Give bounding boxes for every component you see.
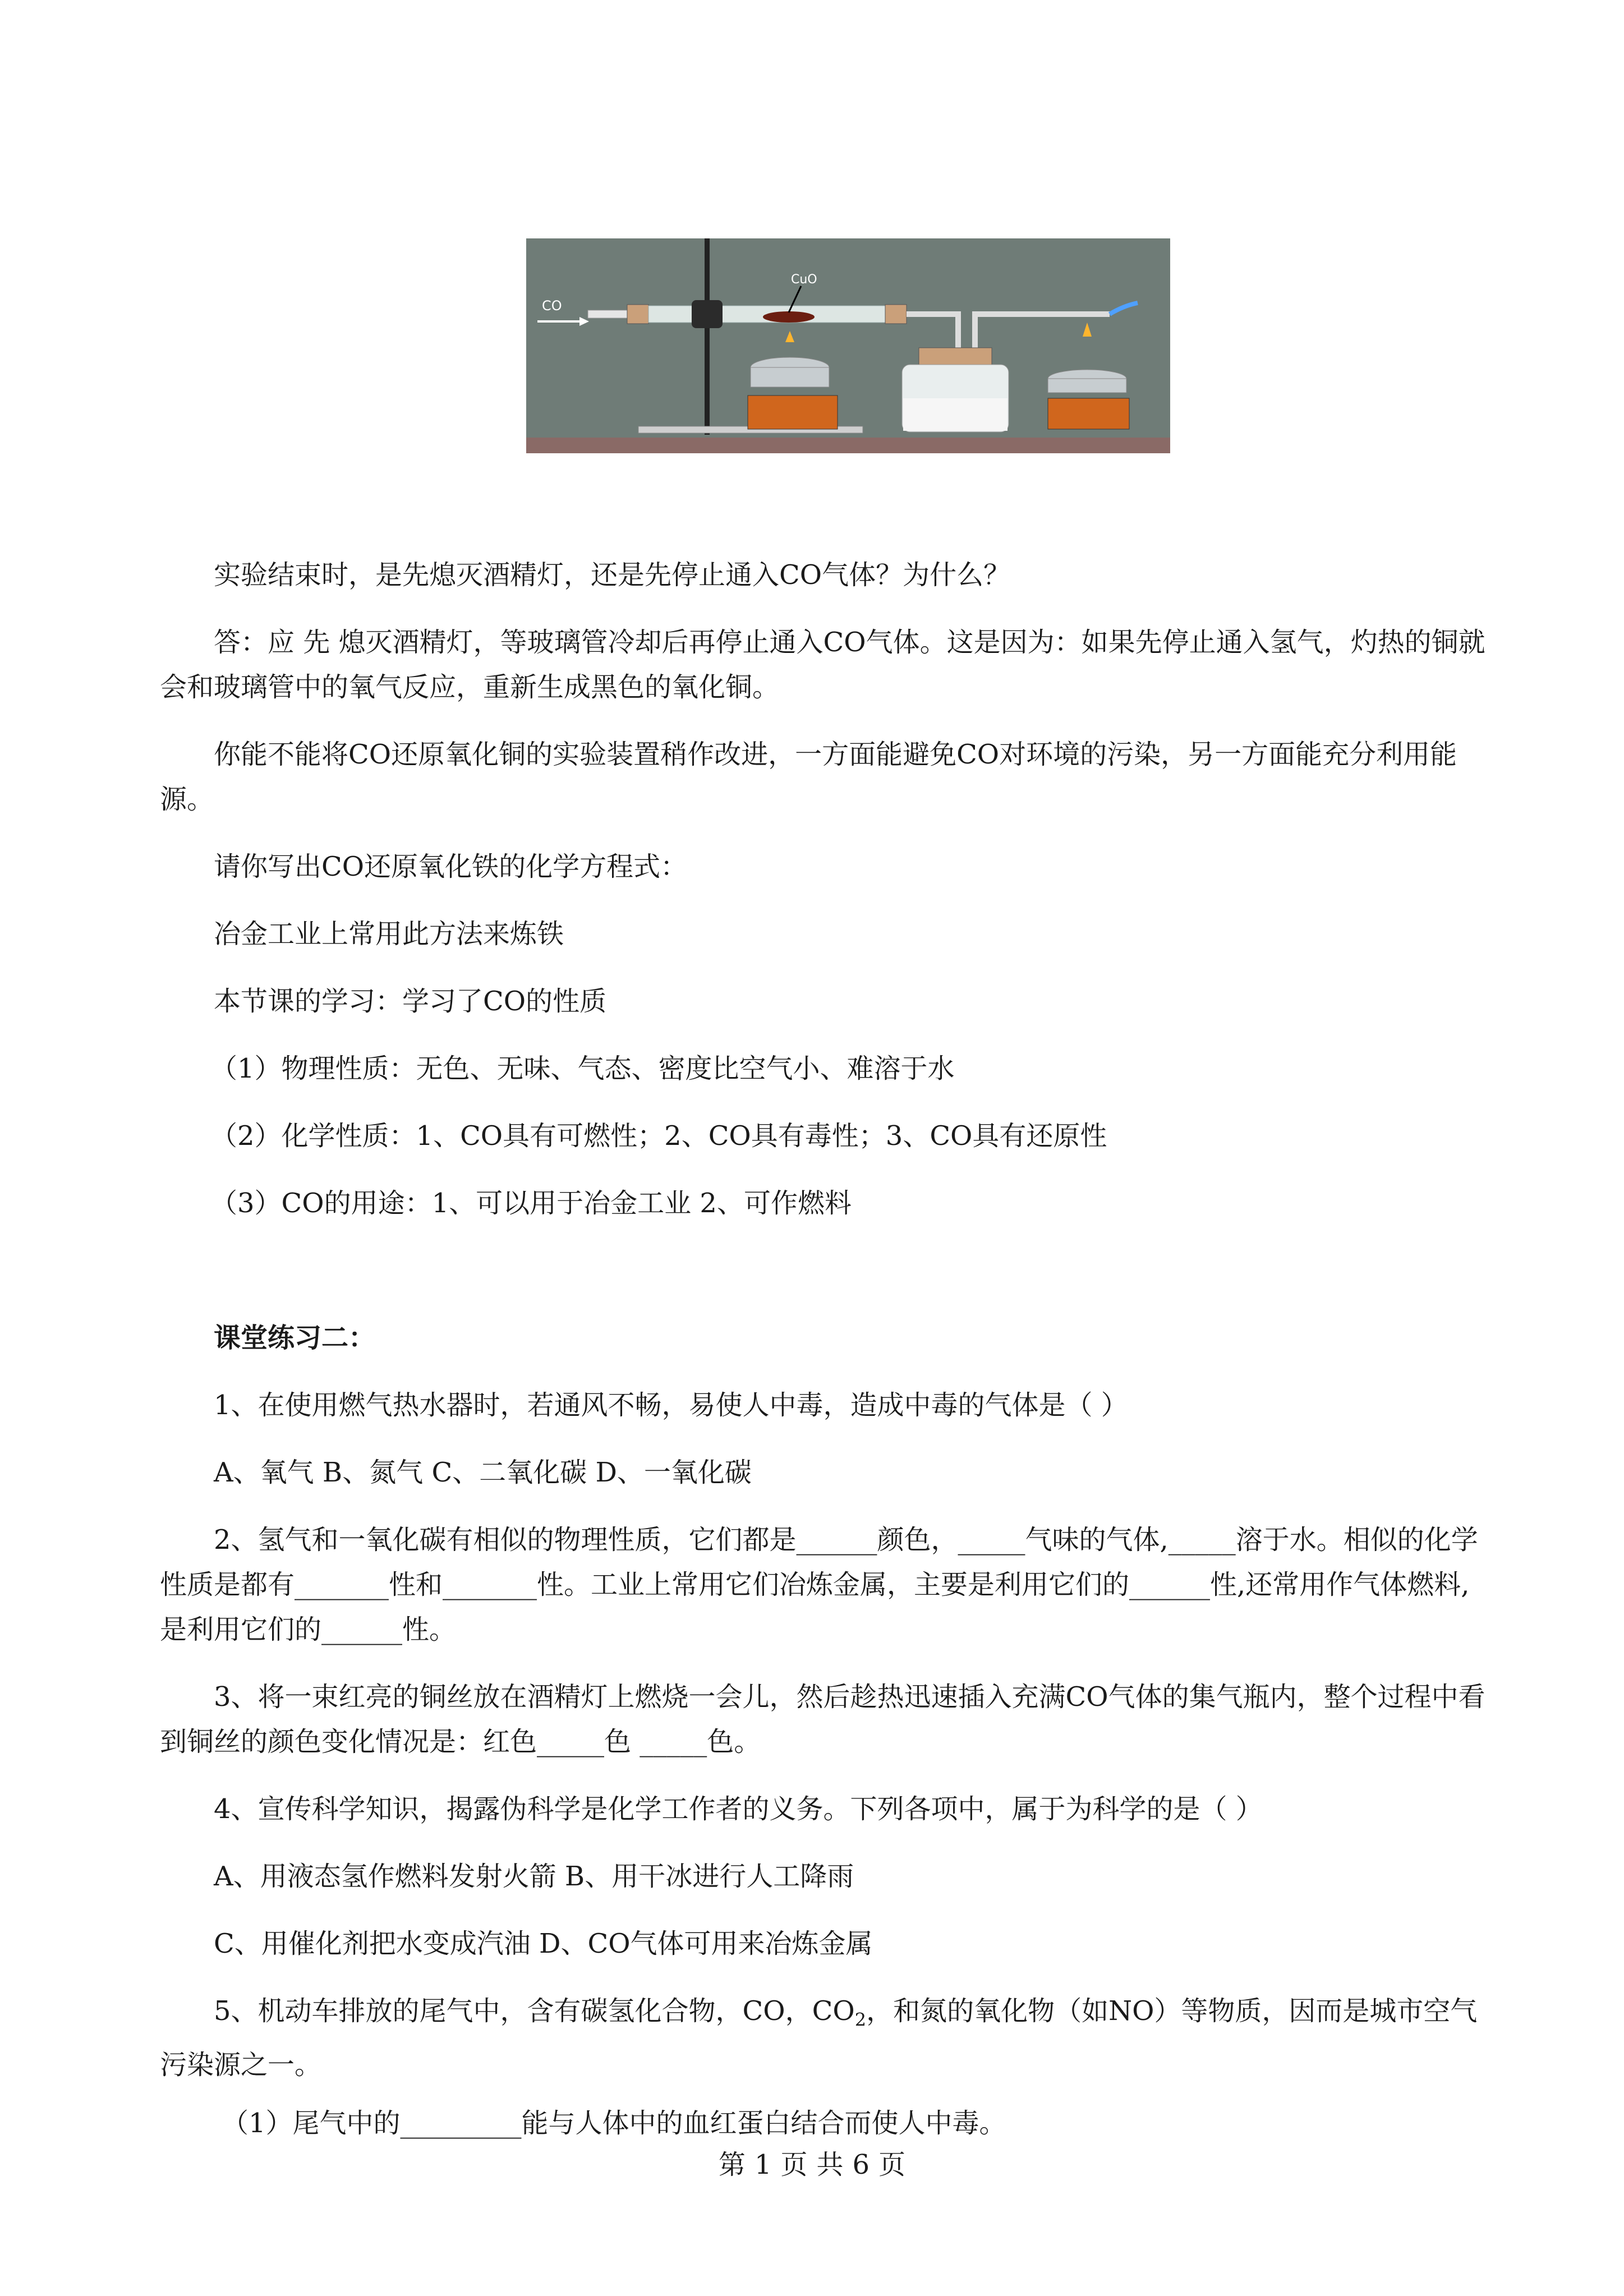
paragraph-improve: 你能不能将CO还原氧化铜的实验装置稍作改进，一方面能避免CO对环境的污染，另一方面能充分利用能源。 <box>160 739 1457 815</box>
summary-physical: （1）物理性质：无色、无味、气态、密度比空气小、难溶于水 <box>210 1053 955 1084</box>
experiment-apparatus-figure <box>526 238 1170 453</box>
footer-page-number: 1 <box>754 2149 772 2180</box>
question-1-options: A、氧气 B、氮气 C、二氧化碳 D、一氧化碳 <box>214 1457 752 1488</box>
paragraph-answer: 答：应 先 熄灭酒精灯，等玻璃管冷却后再停止通入CO气体。这是因为：如果先停止通入氢气，灼热的铜就会和玻璃管中的氧气反应，重新生成黑色的氧化铜。 <box>160 627 1485 703</box>
cuo-label: CuO <box>791 273 817 287</box>
question-3: 3、将一束红亮的铜丝放在酒精灯上燃烧一会儿，然后趁热迅速插入充满CO气体的集气瓶内，整个过程中看到铜丝的颜色变化情况是：红色_____色 _____色。 <box>160 1681 1485 1757</box>
footer-word-di: 第 <box>718 2149 746 2180</box>
question-2: 2、氢气和一氧化碳有相似的物理性质，它们都是______颜色，_____气味的气体,_____溶于水。相似的化学性质是都有_______性和_______性。工业上常用它们冶炼金属，主要是利用它们的______性,还常用作气体燃料,是利用它们的______性。 <box>160 1524 1478 1645</box>
summary-chemical: （2）化学性质：1、CO具有可燃性；2、CO具有毒性；3、CO具有还原性 <box>210 1120 1107 1152</box>
question-5 <box>160 1989 1489 2087</box>
paragraph-question: 实验结束时，是先熄灭酒精灯，还是先停止通入CO气体？为什么？ <box>214 559 1011 591</box>
footer-word-ye: 页 <box>780 2149 808 2180</box>
footer-word-gong: 共 <box>816 2149 844 2180</box>
question-4-options-ab: A、用液态氢作燃料发射火箭 B、用干冰进行人工降雨 <box>214 1861 854 1892</box>
paragraph-metallurgy: 冶金工业上常用此方法来炼铁 <box>214 918 564 950</box>
question-5-text-a: 5、机动车排放的尾气中，含有碳氢化合物，CO，CO <box>214 1995 855 2027</box>
exercise-heading: 课堂练习二： <box>214 1322 376 1354</box>
question-4: 4、宣传科学知识，揭露伪科学是化学工作者的义务。下列各项中，属于为科学的是（ ） <box>214 1793 1263 1825</box>
question-4-options-cd: C、用催化剂把水变成汽油 D、CO气体可用来冶炼金属 <box>214 1928 873 1959</box>
question-5-subscript: 2 <box>854 2009 867 2031</box>
paragraph-equation: 请你写出CO还原氧化铁的化学方程式： <box>214 851 688 882</box>
footer-total-pages: 6 <box>852 2149 870 2180</box>
paragraph-summary: 本节课的学习：学习了CO的性质 <box>214 986 607 1017</box>
question-5-part-1: （1）尾气中的_________能与人体中的血红蛋白结合而使人中毒。 <box>222 2108 1006 2139</box>
co-label: CO <box>542 298 562 314</box>
footer-word-ye-2: 页 <box>878 2149 906 2180</box>
question-1: 1、在使用燃气热水器时，若通风不畅，易使人中毒，造成中毒的气体是（ ） <box>214 1389 1128 1421</box>
question-5-text-b: ，和氮的氧化物（如NO）等物质，因而是城市空气污染源之一。 <box>160 1995 1478 2081</box>
page-footer <box>0 2143 1624 2182</box>
summary-uses: （3）CO的用途：1、可以用于冶金工业 2、可作燃料 <box>210 1188 852 1219</box>
